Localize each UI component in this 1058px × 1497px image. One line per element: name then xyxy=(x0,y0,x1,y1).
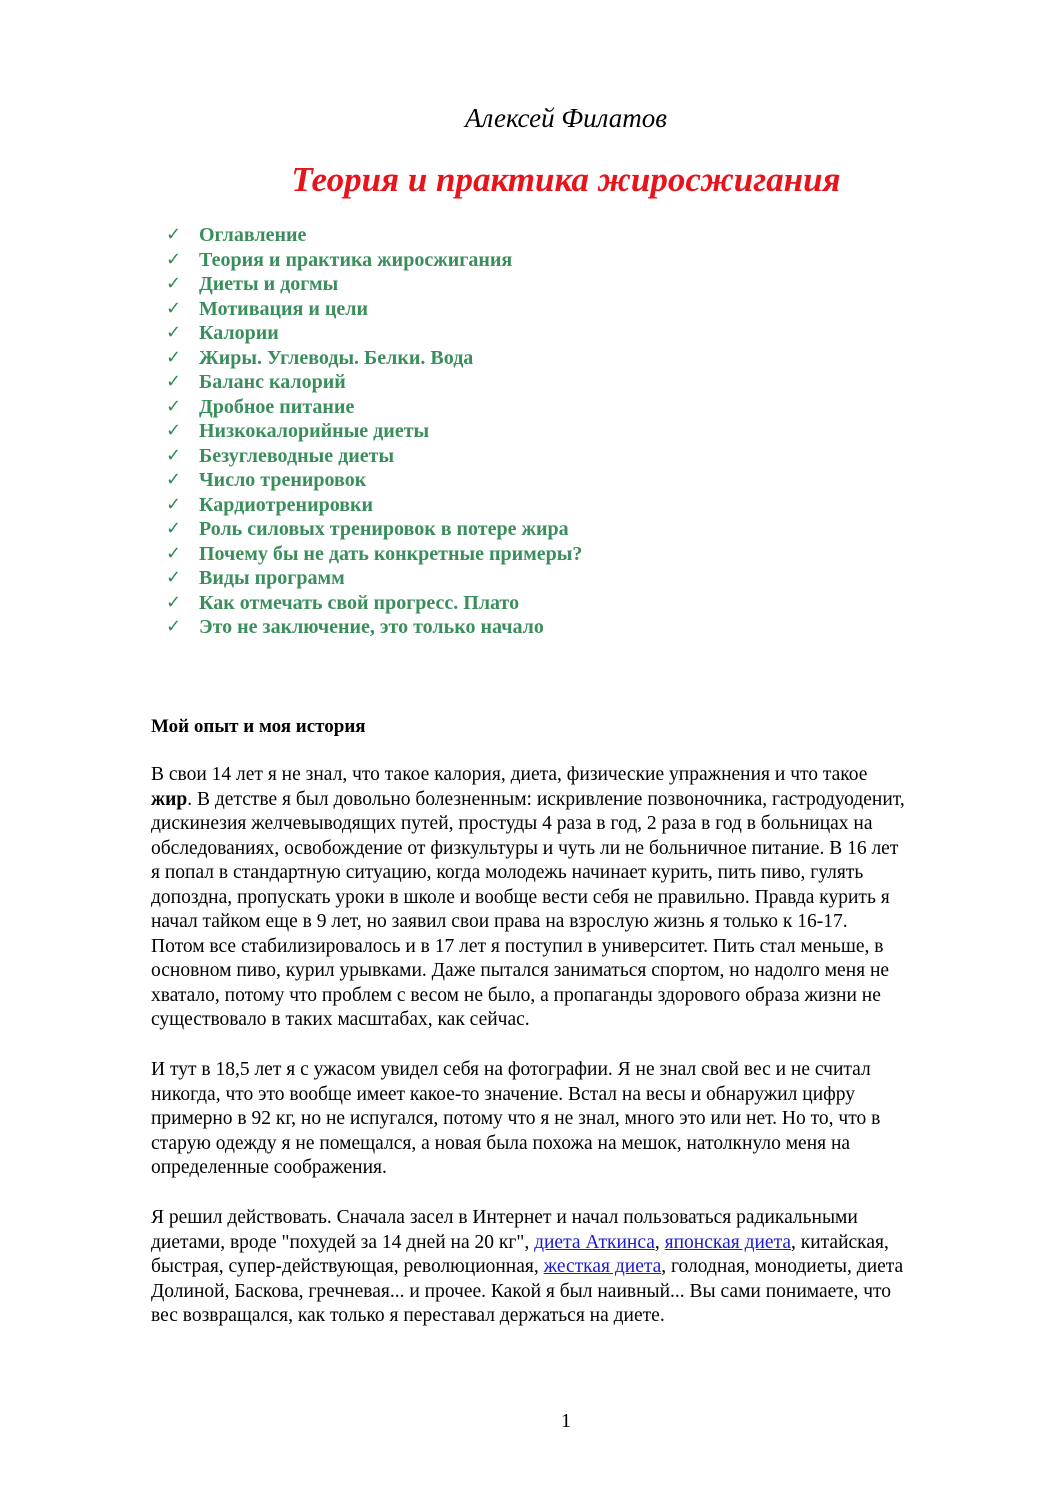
toc-item[interactable] xyxy=(166,444,582,469)
toc-item[interactable] xyxy=(166,542,582,567)
paragraph-1 xyxy=(151,763,991,1033)
table-of-contents xyxy=(166,223,582,640)
toc-item-label[interactable]: Число тренировок xyxy=(199,469,367,491)
text-span: , китайская, xyxy=(791,1231,889,1253)
page-number: 1 xyxy=(561,1410,571,1432)
toc-item[interactable] xyxy=(166,223,582,248)
link-japanese-diet[interactable]: японская диета xyxy=(664,1231,792,1253)
text-line: Долиной, Баскова, гречневая... и прочее. Какой я был наивный... Вы сами понимаете, что xyxy=(151,1280,892,1302)
text-span: , голодная, монодиеты, диета xyxy=(661,1256,904,1277)
text-line: никогда, что это вообще имеет какое-то значение. Встал на весы и обнаружил цифру xyxy=(151,1083,856,1105)
toc-item-label[interactable]: Это не заключение, это только начало xyxy=(199,616,544,638)
text-span: диетами, вроде "похудей за 14 дней на 20 кг", xyxy=(151,1231,535,1253)
checkmark-icon: ✓ xyxy=(166,542,182,564)
toc-item-label[interactable]: Почему бы не дать конкретные примеры? xyxy=(199,542,583,565)
text-line: основном пиво, курил урывками. Даже пытался заниматься спортом, но надолго меня не xyxy=(151,960,890,981)
checkmark-icon: ✓ xyxy=(166,371,182,392)
text-line: И тут в 18,5 лет я с ужасом увидел себя на фотографии. Я не знал свой вес и не считал xyxy=(151,1059,871,1080)
text-span: . В детстве я был довольно болезненным: искривление позвоночника, гастродуоденит, xyxy=(187,788,905,810)
toc-item-label[interactable]: Безуглеводные диеты xyxy=(199,444,395,467)
checkmark-icon: ✓ xyxy=(166,493,182,515)
toc-item[interactable] xyxy=(166,566,582,591)
toc-item-label[interactable]: Дробное питание xyxy=(199,395,355,418)
toc-item-label[interactable]: Калории xyxy=(199,322,279,344)
checkmark-icon: ✓ xyxy=(166,224,182,245)
toc-item[interactable] xyxy=(166,297,582,322)
toc-item[interactable] xyxy=(166,395,582,420)
toc-item[interactable] xyxy=(166,493,582,518)
toc-item[interactable] xyxy=(166,591,582,616)
toc-item-label[interactable]: Мотивация и цели xyxy=(199,297,369,320)
text-span: быстрая, супер-действующая, революционная, xyxy=(151,1256,544,1277)
checkmark-icon: ✓ xyxy=(166,591,182,613)
toc-item-label[interactable]: Жиры. Углеводы. Белки. Вода xyxy=(199,346,474,369)
toc-item-label[interactable]: Кардиотренировки xyxy=(199,493,374,516)
toc-item-label[interactable]: Роль силовых тренировок в потере жира xyxy=(199,518,569,540)
text-line: Потом все стабилизировалось и в 17 лет я поступил в университет. Пить стал меньше, в xyxy=(151,935,884,957)
text-line: примерно в 92 кг, но не испугался, потому что я не знал, много это или нет. Но то, что в xyxy=(151,1108,881,1129)
checkmark-icon: ✓ xyxy=(166,469,182,490)
text-line: определенные соображения. xyxy=(151,1157,387,1178)
checkmark-icon: ✓ xyxy=(166,322,182,343)
text-span: , xyxy=(654,1231,665,1253)
text-line: допоздна, пропускать уроки в школе и вообще вести себя не правильно. Правда курить я xyxy=(151,886,890,908)
text-line: старую одежду я не помещался, а новая была похожа на мешок, натолкнуло меня на xyxy=(151,1132,851,1154)
bold-word: жир xyxy=(151,788,188,810)
toc-item-label[interactable]: Низкокалорийные диеты xyxy=(199,420,430,442)
checkmark-icon: ✓ xyxy=(166,616,182,637)
toc-item[interactable] xyxy=(166,370,582,395)
text-line: я попал в стандартную ситуацию, когда молодежь начинает курить, пить пиво, гулять xyxy=(151,862,864,883)
toc-item[interactable] xyxy=(166,321,582,346)
toc-item-label[interactable]: Теория и практика жиросжигания xyxy=(199,248,513,271)
toc-item[interactable] xyxy=(166,468,582,493)
toc-item[interactable] xyxy=(166,419,582,444)
author-name: Алексей Филатов xyxy=(465,103,667,133)
text-line xyxy=(151,1255,991,1280)
text-line: дискинезия желчевыводящих путей, простуды 4 раза в год, 2 раза в год в больницах на xyxy=(151,813,873,834)
checkmark-icon: ✓ xyxy=(166,518,182,539)
toc-item-label[interactable]: Баланс калорий xyxy=(199,371,346,393)
toc-item[interactable] xyxy=(166,615,582,640)
toc-item[interactable] xyxy=(166,272,582,297)
toc-item-label[interactable]: Виды программ xyxy=(199,567,345,589)
text-line: Я решил действовать. Сначала засел в Интернет и начал пользоваться радикальными xyxy=(151,1207,858,1228)
text-line: вес возвращался, как только я переставал держаться на диете. xyxy=(151,1305,665,1326)
toc-item[interactable] xyxy=(166,248,582,273)
checkmark-icon: ✓ xyxy=(166,248,182,270)
link-strict-diet[interactable]: жесткая диета xyxy=(543,1256,662,1277)
checkmark-icon: ✓ xyxy=(166,273,182,294)
document-title: Теория и практика жиросжигания xyxy=(291,160,841,199)
checkmark-icon: ✓ xyxy=(166,297,182,319)
link-atkins-diet[interactable]: диета Аткинса xyxy=(534,1231,655,1253)
toc-item-label[interactable]: Диеты и догмы xyxy=(199,273,339,295)
checkmark-icon: ✓ xyxy=(166,395,182,417)
text-line: В свои 14 лет я не знал, что такое калория, диета, физические упражнения и что такое xyxy=(151,764,868,785)
toc-item-label[interactable]: Как отмечать свой прогресс. Плато xyxy=(199,591,520,614)
text-line: обследованиях, освобождение от физкультуры и чуть ли не больничное питание. В 16 лет xyxy=(151,837,899,859)
checkmark-icon: ✓ xyxy=(166,346,182,368)
checkmark-icon: ✓ xyxy=(166,420,182,441)
section-heading: Мой опыт и моя история xyxy=(151,716,366,737)
paragraph-2 xyxy=(151,1058,991,1181)
text-line: начал тайком еще в 9 лет, но заявил свои права на взрослую жизнь я только к 16-17. xyxy=(151,911,848,932)
toc-item[interactable] xyxy=(166,346,582,371)
paragraph-3 xyxy=(151,1206,991,1329)
toc-item[interactable] xyxy=(166,517,582,542)
text-line xyxy=(151,1231,991,1256)
text-line: существовало в таких масштабах, как сейчас. xyxy=(151,1009,530,1030)
text-line xyxy=(151,788,991,813)
text-line: хватало, потому что проблем с весом не было, а пропаганды здорового образа жизни не xyxy=(151,984,881,1006)
checkmark-icon: ✓ xyxy=(166,567,182,588)
checkmark-icon: ✓ xyxy=(166,444,182,466)
toc-item-label[interactable]: Оглавление xyxy=(199,224,307,246)
